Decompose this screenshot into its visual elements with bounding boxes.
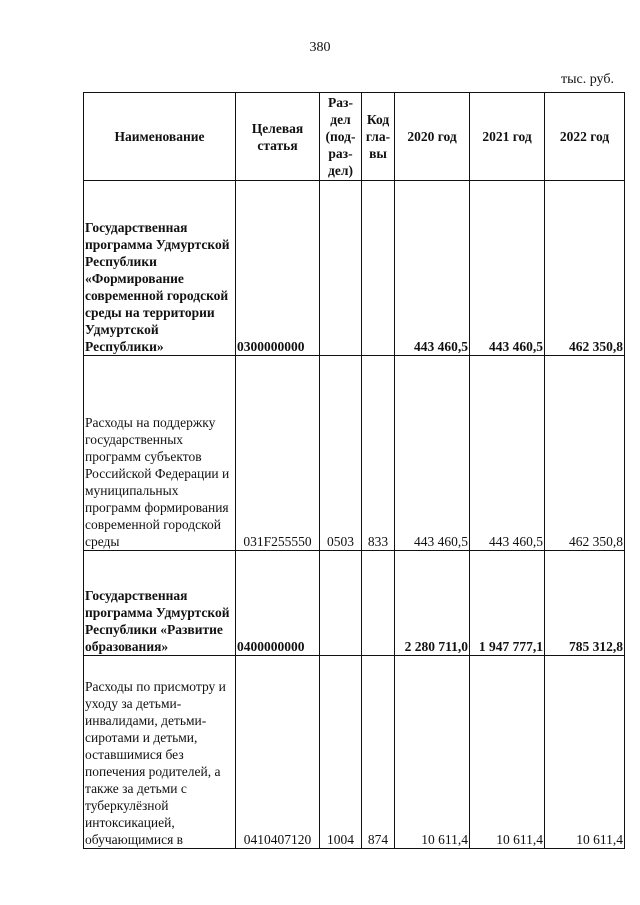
header-2021: 2021 год [470, 93, 545, 181]
header-target: Целевая статья [236, 93, 320, 181]
row-2022: 462 350,8 [545, 356, 625, 551]
row-2020: 443 460,5 [395, 181, 470, 356]
row-chapter [362, 551, 395, 656]
row-2022: 462 350,8 [545, 181, 625, 356]
header-chapter: Код гла-вы [362, 93, 395, 181]
row-name: Расходы по присмотру и уходу за детьми-инвалидами, детьми-сиротами и детьми, оставшимися без попечения родителей, а также за детьми с туберкулёзной интоксикацией, обучающимися в [84, 656, 236, 849]
table-row [84, 356, 625, 551]
row-chapter [362, 181, 395, 356]
row-2021: 443 460,5 [470, 181, 545, 356]
row-2021: 10 611,4 [470, 656, 545, 849]
row-2020: 10 611,4 [395, 656, 470, 849]
header-section: Раз-дел (под-раз-дел) [320, 93, 362, 181]
row-2022: 10 611,4 [545, 656, 625, 849]
row-2021: 1 947 777,1 [470, 551, 545, 656]
row-2020: 443 460,5 [395, 356, 470, 551]
header-row [84, 93, 625, 181]
row-target: 0300000000 [236, 181, 320, 356]
header-2022: 2022 год [545, 93, 625, 181]
row-chapter: 874 [362, 656, 395, 849]
units-label: тыс. руб. [561, 72, 614, 87]
header-name: Наименование [84, 93, 236, 181]
row-target: 031F255550 [236, 356, 320, 551]
table-row [84, 551, 625, 656]
row-name: Государственная программа Удмуртской Республики «Развитие образования» [84, 551, 236, 656]
row-name: Государственная программа Удмуртской Республики «Формирование современной городской среды на территории Удмуртской Республики» [84, 181, 236, 356]
table-row [84, 181, 625, 356]
row-section: 0503 [320, 356, 362, 551]
row-section [320, 551, 362, 656]
row-name: Расходы на поддержку государственных программ субъектов Российской Федерации и муниципальных программ формирования современной городской среды [84, 356, 236, 551]
budget-table [83, 92, 625, 849]
table-row [84, 656, 625, 849]
page-number: 380 [309, 40, 331, 55]
row-2021: 443 460,5 [470, 356, 545, 551]
row-section [320, 181, 362, 356]
row-target: 0410407120 [236, 656, 320, 849]
row-section: 1004 [320, 656, 362, 849]
header-2020: 2020 год [395, 93, 470, 181]
row-chapter: 833 [362, 356, 395, 551]
row-target: 0400000000 [236, 551, 320, 656]
row-2022: 785 312,8 [545, 551, 625, 656]
row-2020: 2 280 711,0 [395, 551, 470, 656]
